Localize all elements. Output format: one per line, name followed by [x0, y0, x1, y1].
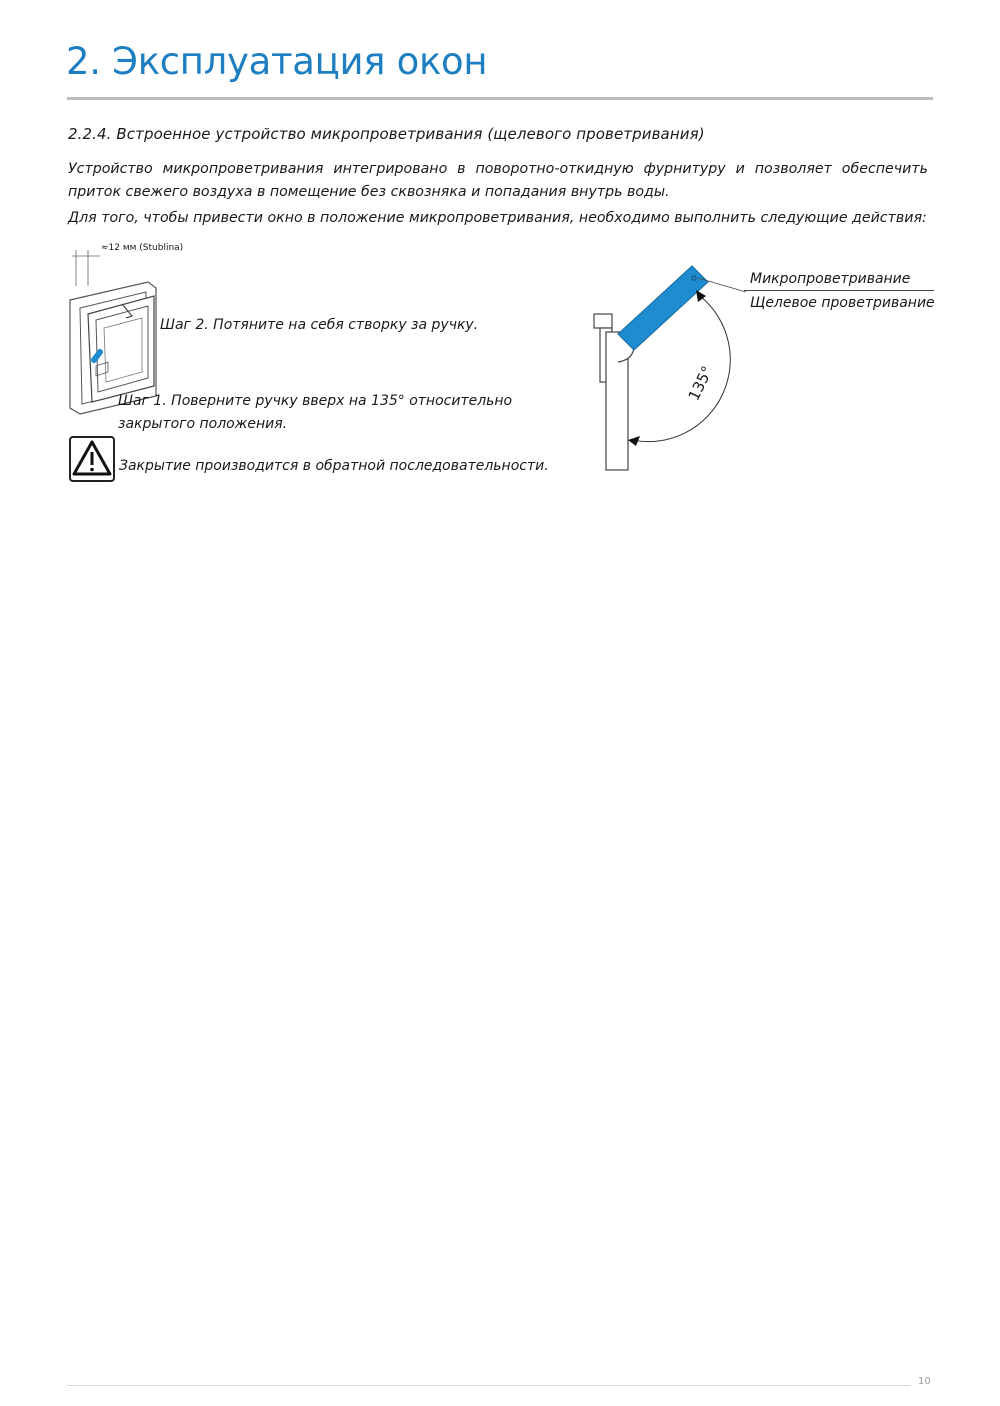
page-title: 2. Эксплуатация окон	[66, 40, 488, 83]
warning-text: Закрытие производится в обратной последовательности.	[119, 458, 549, 474]
handle-rotation-drawing	[588, 258, 748, 473]
step-2-text: Шаг 2. Потяните на себя створку за ручку.	[160, 317, 479, 333]
intro-paragraph: Устройство микропроветривания интегрировано в поворотно-откидную фурнитуру и позволяет обеспечить приток свежего воздуха в помещение без сквозняка и попадания внутрь воды.	[68, 161, 928, 200]
label-underline	[744, 290, 934, 291]
step-1-text: Шаг 1. Поверните ручку вверх на 135° относительно закрытого положения.	[118, 393, 513, 432]
warning-triangle-icon	[69, 436, 115, 482]
page-number: 10	[918, 1376, 931, 1387]
label-micro-ventilation: Микропроветривание	[750, 271, 911, 287]
label-slot-ventilation: Щелевое проветривание	[750, 295, 935, 311]
instruction-paragraph: Для того, чтобы привести окно в положение микропроветривания, необходимо выполнить следующие действия:	[68, 210, 927, 226]
footer-divider	[67, 1385, 911, 1386]
title-divider	[67, 97, 933, 100]
angle-label: 135°	[684, 363, 717, 404]
dimension-label: ≈12 мм (Stublina)	[101, 243, 184, 253]
section-subtitle: 2.2.4. Встроенное устройство микропроветривания (щелевого проветривания)	[68, 125, 705, 143]
